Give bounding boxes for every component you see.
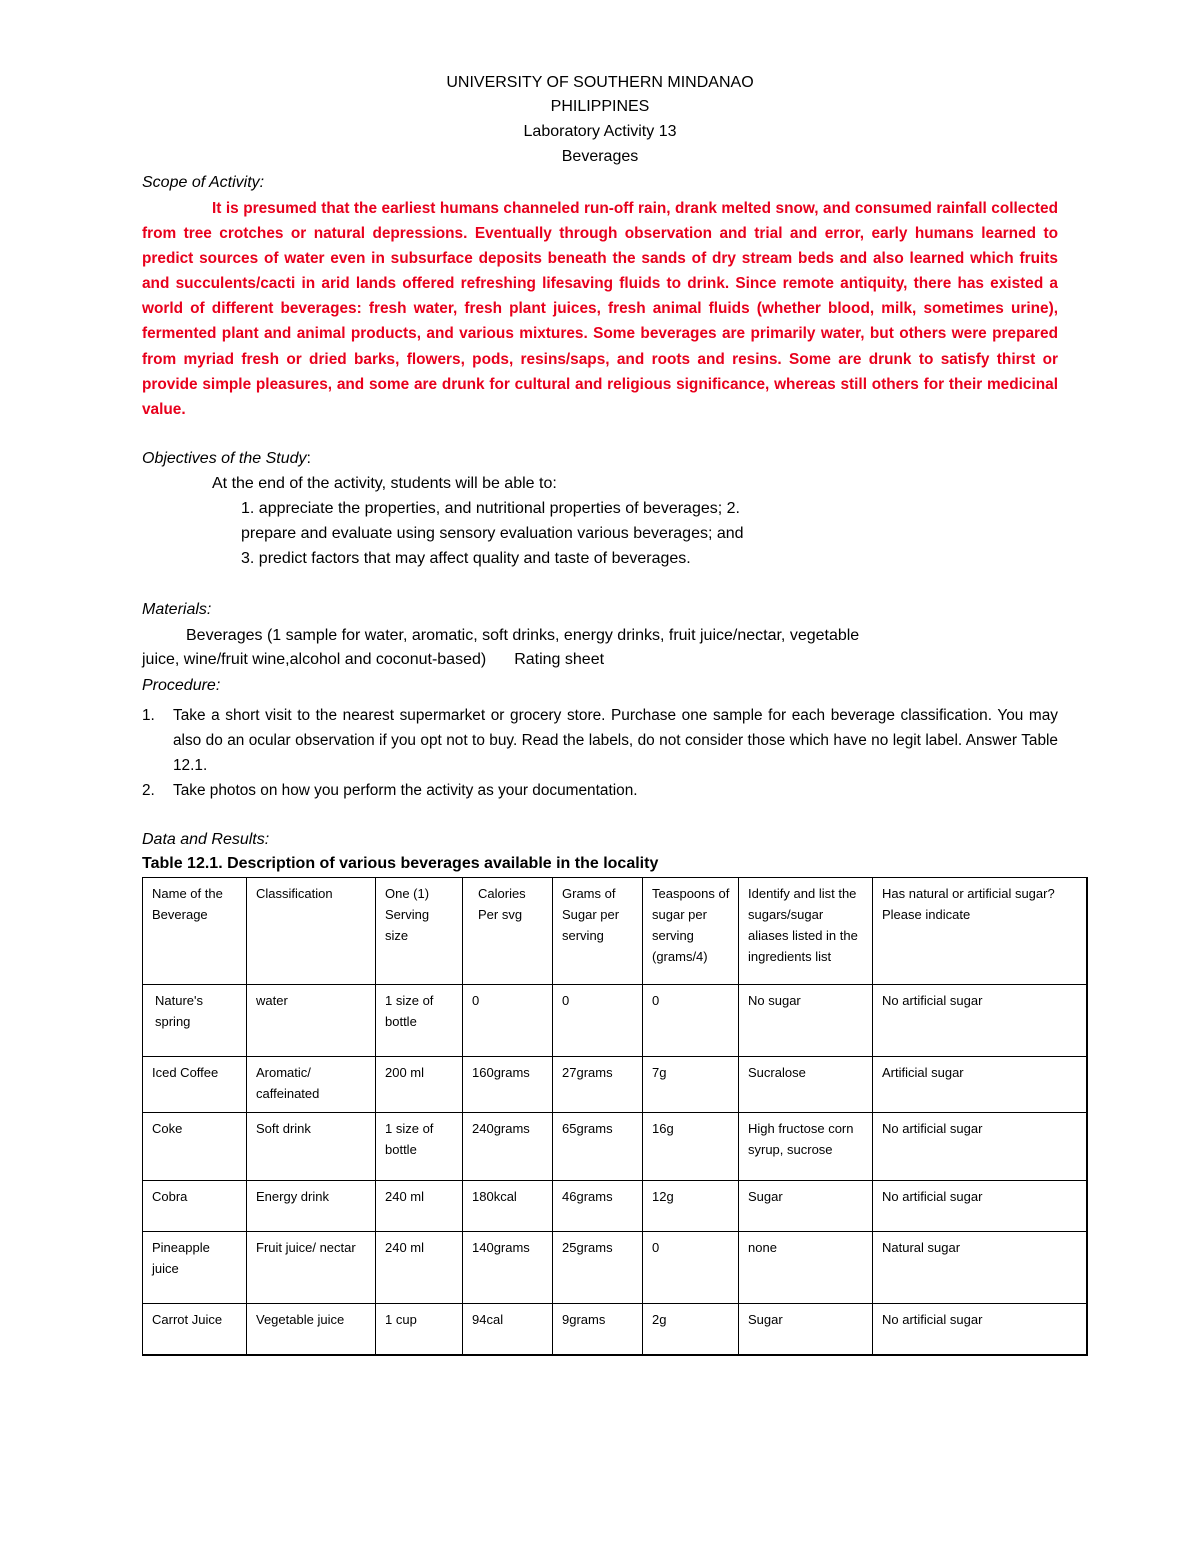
table-cell: 0 — [643, 985, 739, 1057]
table-cell: 1 size of bottle — [376, 1113, 463, 1181]
table-cell: 240grams — [463, 1113, 553, 1181]
table-cell: 160grams — [463, 1057, 553, 1113]
materials-line-1: Beverages (1 sample for water, aromatic, soft drinks, energy drinks, fruit juice/nectar, vegetable — [186, 627, 860, 644]
table-cell: Coke — [143, 1113, 247, 1181]
country-name: PHILIPPINES — [550, 98, 650, 115]
column-header: Name of the Beverage — [143, 878, 247, 985]
activity-title: Laboratory Activity 13 — [523, 123, 677, 140]
table-row — [143, 1113, 1087, 1181]
table-cell: No artificial sugar — [873, 1181, 1087, 1232]
objectives-heading — [142, 450, 311, 468]
column-header: Grams of Sugar per serving — [553, 878, 643, 985]
table-cell: 25grams — [553, 1232, 643, 1304]
table-row — [143, 1181, 1087, 1232]
table-cell: Sugar — [739, 1181, 873, 1232]
university-name: UNIVERSITY OF SOUTHERN MINDANAO — [446, 74, 754, 91]
column-header: Has natural or artificial sugar? Please indicate — [873, 878, 1087, 985]
table-cell: 65grams — [553, 1113, 643, 1181]
procedure-step — [142, 778, 1058, 803]
materials-list: juice, wine/fruit wine,alcohol and coconut-based) — [142, 651, 487, 668]
rating-sheet: Rating sheet — [514, 651, 605, 668]
table-cell: 1 size of bottle — [376, 985, 463, 1057]
table-cell: Iced Coffee — [143, 1057, 247, 1113]
table-cell: 0 — [553, 985, 643, 1057]
table-cell: No sugar — [739, 985, 873, 1057]
objective-line-1: 1. appreciate the properties, and nutritional properties of beverages; 2. — [241, 500, 740, 517]
scope-label: Scope of Activity: — [142, 174, 265, 191]
table-header-row — [143, 878, 1087, 985]
table-cell: 200 ml — [376, 1057, 463, 1113]
table-cell: Vegetable juice — [247, 1304, 376, 1355]
table-cell: Sucralose — [739, 1057, 873, 1113]
table-cell: Cobra — [143, 1181, 247, 1232]
table-cell: 27grams — [553, 1057, 643, 1113]
table-cell: No artificial sugar — [873, 985, 1087, 1057]
procedure-step — [142, 703, 1058, 778]
table-cell: 140grams — [463, 1232, 553, 1304]
table-cell: 94cal — [463, 1304, 553, 1355]
table-cell: Soft drink — [247, 1113, 376, 1181]
procedure-step-number: 2. — [142, 782, 155, 799]
table-cell: 1 cup — [376, 1304, 463, 1355]
table-cell: 2g — [643, 1304, 739, 1355]
column-header: Calories Per svg — [463, 878, 553, 985]
scope-text: It is presumed that the earliest humans channeled run-off rain, drank melted snow, and consumed rainfall collected from tree crotches or natural depressions. Eventually through observation and trial and error, early humans learned to predict sources of water even in subsurface deposits beneath the sands of dry stream beds and also learned which fruits and succulents/cacti in arid lands offered refreshing lifesaving fluids to drink. Since remote antiquity, there has existed a world of different beverages: fresh water, fresh plant juices, fresh animal fluids (whether blood, milk, sometimes urine), fermented plant and animal products, and various mixtures. Some beverages are primarily water, but others were prepared from myriad fresh or dried barks, flowers, pods, resins/saps, and roots and resins. Some are drunk to satisfy thirst or provide simple pleasures, and some are drunk for cultural and religious significance, whereas still others for their medicinal value. — [142, 200, 1058, 418]
objective-line-2: prepare and evaluate using sensory evaluation various beverages; and — [241, 525, 744, 542]
table-cell: High fructose corn syrup, sucrose — [739, 1113, 873, 1181]
table-cell: No artificial sugar — [873, 1113, 1087, 1181]
materials-label: Materials: — [142, 601, 212, 618]
table-cell: 9grams — [553, 1304, 643, 1355]
table-cell: 240 ml — [376, 1232, 463, 1304]
topic-title: Beverages — [561, 148, 639, 165]
table-cell: Carrot Juice — [143, 1304, 247, 1355]
table-cell: 7g — [643, 1057, 739, 1113]
table-cell: 240 ml — [376, 1181, 463, 1232]
column-header: Teaspoons of sugar per serving (grams/4) — [643, 878, 739, 985]
results-label: Data and Results: — [142, 831, 270, 848]
column-header: One (1) Serving size — [376, 878, 463, 985]
column-header: Classification — [247, 878, 376, 985]
table-cell: Artificial sugar — [873, 1057, 1087, 1113]
procedure-list — [142, 703, 1058, 803]
table-row — [143, 985, 1087, 1057]
table-cell: Nature's spring — [143, 985, 247, 1057]
table-cell: Sugar — [739, 1304, 873, 1355]
objective-line-3: 3. predict factors that may affect quality and taste of beverages. — [241, 550, 691, 567]
table-row — [143, 1057, 1087, 1113]
procedure-step-text: Take a short visit to the nearest supermarket or grocery store. Purchase one sample for each beverage classification. You may also do an ocular observation if you opt not to buy. Read the labels, do not consider those which have no legit label. Answer Table 12.1. — [173, 707, 1058, 774]
table-cell: 16g — [643, 1113, 739, 1181]
beverages-table — [142, 877, 1088, 1356]
table-cell: water — [247, 985, 376, 1057]
objectives-label: Objectives of the Study — [142, 450, 307, 467]
table-cell: 0 — [643, 1232, 739, 1304]
table-cell: Fruit juice/ nectar — [247, 1232, 376, 1304]
table-cell: No artificial sugar — [873, 1304, 1087, 1355]
table-cell: 0 — [463, 985, 553, 1057]
objectives-colon: : — [306, 450, 311, 467]
table-row — [143, 1232, 1087, 1304]
procedure-label: Procedure: — [142, 677, 221, 694]
table-row — [143, 1304, 1087, 1355]
objectives-intro: At the end of the activity, students will be able to: — [212, 475, 557, 492]
table-cell: 180kcal — [463, 1181, 553, 1232]
procedure-step-number: 1. — [142, 707, 155, 724]
table-cell: Natural sugar — [873, 1232, 1087, 1304]
table-cell: Pineapple juice — [143, 1232, 247, 1304]
table-cell: none — [739, 1232, 873, 1304]
table-cell: 46grams — [553, 1181, 643, 1232]
table-cell: Energy drink — [247, 1181, 376, 1232]
procedure-step-text: Take photos on how you perform the activity as your documentation. — [173, 782, 638, 799]
scope-paragraph — [142, 196, 1058, 422]
table-title: Table 12.1. Description of various beverages available in the locality — [142, 855, 659, 872]
materials-line-2 — [142, 651, 604, 669]
table-cell: 12g — [643, 1181, 739, 1232]
table-cell: Aromatic/ caffeinated — [247, 1057, 376, 1113]
column-header: Identify and list the sugars/sugar aliases listed in the ingredients list — [739, 878, 873, 985]
